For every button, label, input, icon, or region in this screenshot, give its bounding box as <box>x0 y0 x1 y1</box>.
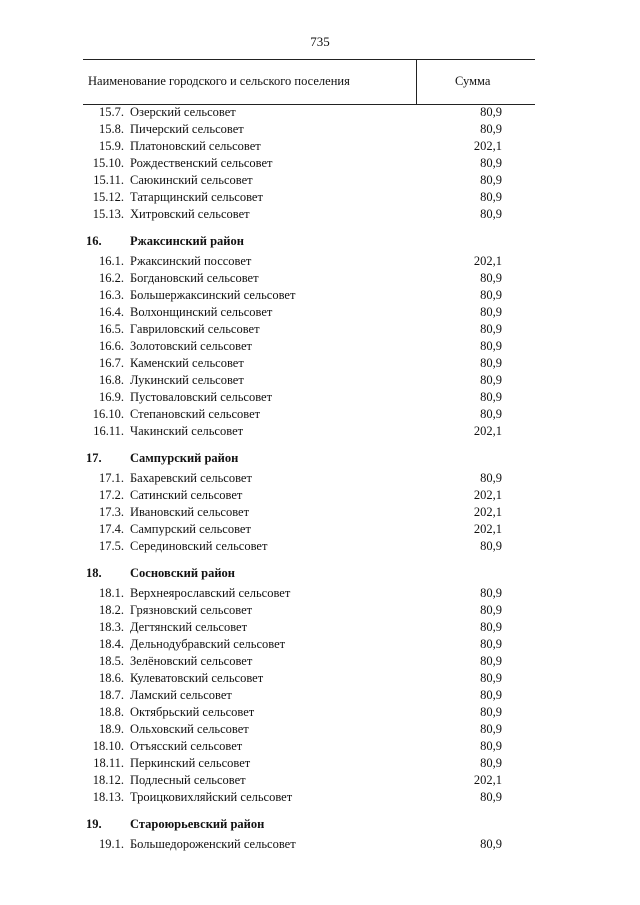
table-row <box>0 389 640 406</box>
row-number: 16.10. <box>92 407 124 421</box>
row-number: 16.11. <box>93 424 124 438</box>
row-number: 16.4. <box>99 305 124 319</box>
sum-value: 80,9 <box>480 756 502 770</box>
sum-value: 80,9 <box>480 637 502 651</box>
sum-value: 80,9 <box>480 305 502 319</box>
table-row <box>0 189 640 206</box>
table-row <box>0 521 640 538</box>
settlement-name: Дельнодубравский сельсовет <box>130 637 286 651</box>
row-number: 15.8. <box>99 122 124 136</box>
settlement-name: Перкинский сельсовет <box>130 756 251 770</box>
row-number: 18.13. <box>92 790 124 804</box>
row-number: 18.5. <box>99 654 124 668</box>
row-number: 18.7. <box>99 688 124 702</box>
settlement-name: Октябрьский сельсовет <box>130 705 255 719</box>
settlement-name: Татарщинский сельсовет <box>130 190 263 204</box>
settlement-name: Платоновский сельсовет <box>130 139 261 153</box>
sum-value: 80,9 <box>480 603 502 617</box>
district-name: Староюрьевский район <box>130 817 265 831</box>
row-number: 17.5. <box>99 539 124 553</box>
sum-value: 80,9 <box>480 122 502 136</box>
table-row <box>0 653 640 670</box>
sum-value: 80,9 <box>480 288 502 302</box>
settlement-name: Верхнеярославский сельсовет <box>130 586 291 600</box>
sum-value: 80,9 <box>480 539 502 553</box>
table-row <box>0 585 640 602</box>
sum-value: 80,9 <box>480 671 502 685</box>
table-row <box>0 423 640 440</box>
row-number: 17.3. <box>99 505 124 519</box>
table-row <box>0 470 640 487</box>
settlement-name: Бахаревский сельсовет <box>130 471 252 485</box>
sum-value: 202,1 <box>473 139 502 153</box>
table-row <box>0 104 640 121</box>
row-number: 19.1. <box>99 837 124 851</box>
table-row <box>0 138 640 155</box>
row-number: 18.4. <box>99 637 124 651</box>
table-row <box>0 338 640 355</box>
sum-value: 80,9 <box>480 837 502 851</box>
settlement-name: Серединовский сельсовет <box>130 539 268 553</box>
sum-value: 80,9 <box>480 373 502 387</box>
table-row <box>0 155 640 172</box>
section-heading-row <box>0 229 640 253</box>
row-number: 16.8. <box>99 373 124 387</box>
sum-value: 80,9 <box>480 790 502 804</box>
table-row <box>0 355 640 372</box>
table-row <box>0 636 640 653</box>
sum-value: 80,9 <box>480 173 502 187</box>
row-number: 18.3. <box>99 620 124 634</box>
table-row <box>0 206 640 223</box>
row-number: 16.7. <box>99 356 124 370</box>
settlement-name: Саюкинский сельсовет <box>130 173 253 187</box>
table-row <box>0 704 640 721</box>
table-row <box>0 406 640 423</box>
table-header-column-divider <box>416 59 417 104</box>
sum-value: 80,9 <box>480 620 502 634</box>
table-header-top-border <box>83 59 535 60</box>
sum-value: 80,9 <box>480 654 502 668</box>
table-row <box>0 602 640 619</box>
sum-value: 202,1 <box>473 424 502 438</box>
settlement-name: Озерский сельсовет <box>130 105 236 119</box>
sum-value: 202,1 <box>473 773 502 787</box>
page-number: 735 <box>310 34 330 49</box>
row-number: 15.7. <box>99 105 124 119</box>
sum-value: 80,9 <box>480 190 502 204</box>
table-row <box>0 687 640 704</box>
table-row <box>0 755 640 772</box>
section-number: 18. <box>86 566 102 580</box>
settlement-name: Пичерский сельсовет <box>130 122 244 136</box>
table-row <box>0 619 640 636</box>
settlement-name: Ламский сельсовет <box>130 688 232 702</box>
table-row <box>0 270 640 287</box>
row-number: 18.11. <box>93 756 124 770</box>
settlement-name: Богдановский сельсовет <box>130 271 259 285</box>
settlement-name: Ивановский сельсовет <box>130 505 250 519</box>
table-row <box>0 253 640 270</box>
settlement-name: Кулеватовский сельсовет <box>130 671 264 685</box>
table-row <box>0 721 640 738</box>
table-row <box>0 538 640 555</box>
row-number: 17.1. <box>99 471 124 485</box>
sum-value: 80,9 <box>480 586 502 600</box>
sum-value: 80,9 <box>480 722 502 736</box>
column-header-name: Наименование городского и сельского поселения <box>88 74 350 88</box>
sum-value: 202,1 <box>473 488 502 502</box>
settlement-name: Чакинский сельсовет <box>130 424 244 438</box>
row-number: 15.10. <box>92 156 124 170</box>
section-heading-row <box>0 446 640 470</box>
sum-value: 80,9 <box>480 339 502 353</box>
sum-value: 80,9 <box>480 322 502 336</box>
row-number: 15.11. <box>93 173 124 187</box>
row-number: 15.9. <box>99 139 124 153</box>
table-row <box>0 172 640 189</box>
district-name: Сампурский район <box>130 451 239 465</box>
row-number: 15.13. <box>92 207 124 221</box>
row-number: 16.1. <box>99 254 124 268</box>
sum-value: 202,1 <box>473 522 502 536</box>
settlement-name: Дегтянский сельсовет <box>130 620 248 634</box>
sum-value: 80,9 <box>480 739 502 753</box>
table-row <box>0 487 640 504</box>
settlement-name: Зелёновский сельсовет <box>130 654 253 668</box>
table-row <box>0 836 640 853</box>
settlement-name: Пустоваловский сельсовет <box>130 390 273 404</box>
settlement-name: Подлесный сельсовет <box>130 773 246 787</box>
settlement-name: Большедороженский сельсовет <box>130 837 296 851</box>
sum-value: 80,9 <box>480 105 502 119</box>
row-number: 16.3. <box>99 288 124 302</box>
section-number: 16. <box>86 234 102 248</box>
row-number: 16.6. <box>99 339 124 353</box>
row-number: 17.2. <box>99 488 124 502</box>
district-name: Сосновский район <box>130 566 236 580</box>
settlement-name: Троицковихляйский сельсовет <box>130 790 293 804</box>
section-heading-row <box>0 812 640 836</box>
row-number: 18.10. <box>92 739 124 753</box>
settlement-name: Отъясский сельсовет <box>130 739 243 753</box>
sum-value: 80,9 <box>480 156 502 170</box>
table-row <box>0 372 640 389</box>
sum-value: 80,9 <box>480 390 502 404</box>
sum-value: 202,1 <box>473 254 502 268</box>
table-row <box>0 772 640 789</box>
row-number: 18.1. <box>99 586 124 600</box>
section-number: 17. <box>86 451 102 465</box>
row-number: 18.9. <box>99 722 124 736</box>
settlement-name: Грязновский сельсовет <box>130 603 253 617</box>
sum-value: 80,9 <box>480 207 502 221</box>
sum-value: 202,1 <box>473 505 502 519</box>
settlement-name: Степановский сельсовет <box>130 407 261 421</box>
row-number: 18.12. <box>92 773 124 787</box>
section-number: 19. <box>86 817 102 831</box>
row-number: 16.9. <box>99 390 124 404</box>
table-row <box>0 321 640 338</box>
settlement-name: Ржаксинский поссовет <box>130 254 252 268</box>
table-row <box>0 670 640 687</box>
sum-value: 80,9 <box>480 688 502 702</box>
settlement-name: Золотовский сельсовет <box>130 339 252 353</box>
row-number: 18.2. <box>99 603 124 617</box>
sum-value: 80,9 <box>480 705 502 719</box>
sum-value: 80,9 <box>480 271 502 285</box>
settlement-name: Сампурский сельсовет <box>130 522 251 536</box>
table-row <box>0 287 640 304</box>
sum-value: 80,9 <box>480 471 502 485</box>
settlement-name: Ольховский сельсовет <box>130 722 249 736</box>
sum-value: 80,9 <box>480 407 502 421</box>
settlement-name: Рождественский сельсовет <box>130 156 273 170</box>
sum-value: 80,9 <box>480 356 502 370</box>
table-row <box>0 738 640 755</box>
settlement-name: Хитровский сельсовет <box>130 207 250 221</box>
table-row <box>0 304 640 321</box>
settlement-name: Каменский сельсовет <box>130 356 244 370</box>
table-body <box>0 104 640 853</box>
settlement-name: Гавриловский сельсовет <box>130 322 260 336</box>
section-heading-row <box>0 561 640 585</box>
settlement-name: Волхонщинский сельсовет <box>130 305 273 319</box>
row-number: 18.6. <box>99 671 124 685</box>
row-number: 16.2. <box>99 271 124 285</box>
row-number: 15.12. <box>92 190 124 204</box>
table-row <box>0 121 640 138</box>
row-number: 18.8. <box>99 705 124 719</box>
settlement-name: Большержаксинский сельсовет <box>130 288 296 302</box>
district-name: Ржаксинский район <box>130 234 244 248</box>
table-row <box>0 789 640 806</box>
column-header-sum: Сумма <box>455 74 491 88</box>
row-number: 17.4. <box>99 522 124 536</box>
settlement-name: Лукинский сельсовет <box>130 373 244 387</box>
table-row <box>0 504 640 521</box>
settlement-name: Сатинский сельсовет <box>130 488 243 502</box>
row-number: 16.5. <box>99 322 124 336</box>
